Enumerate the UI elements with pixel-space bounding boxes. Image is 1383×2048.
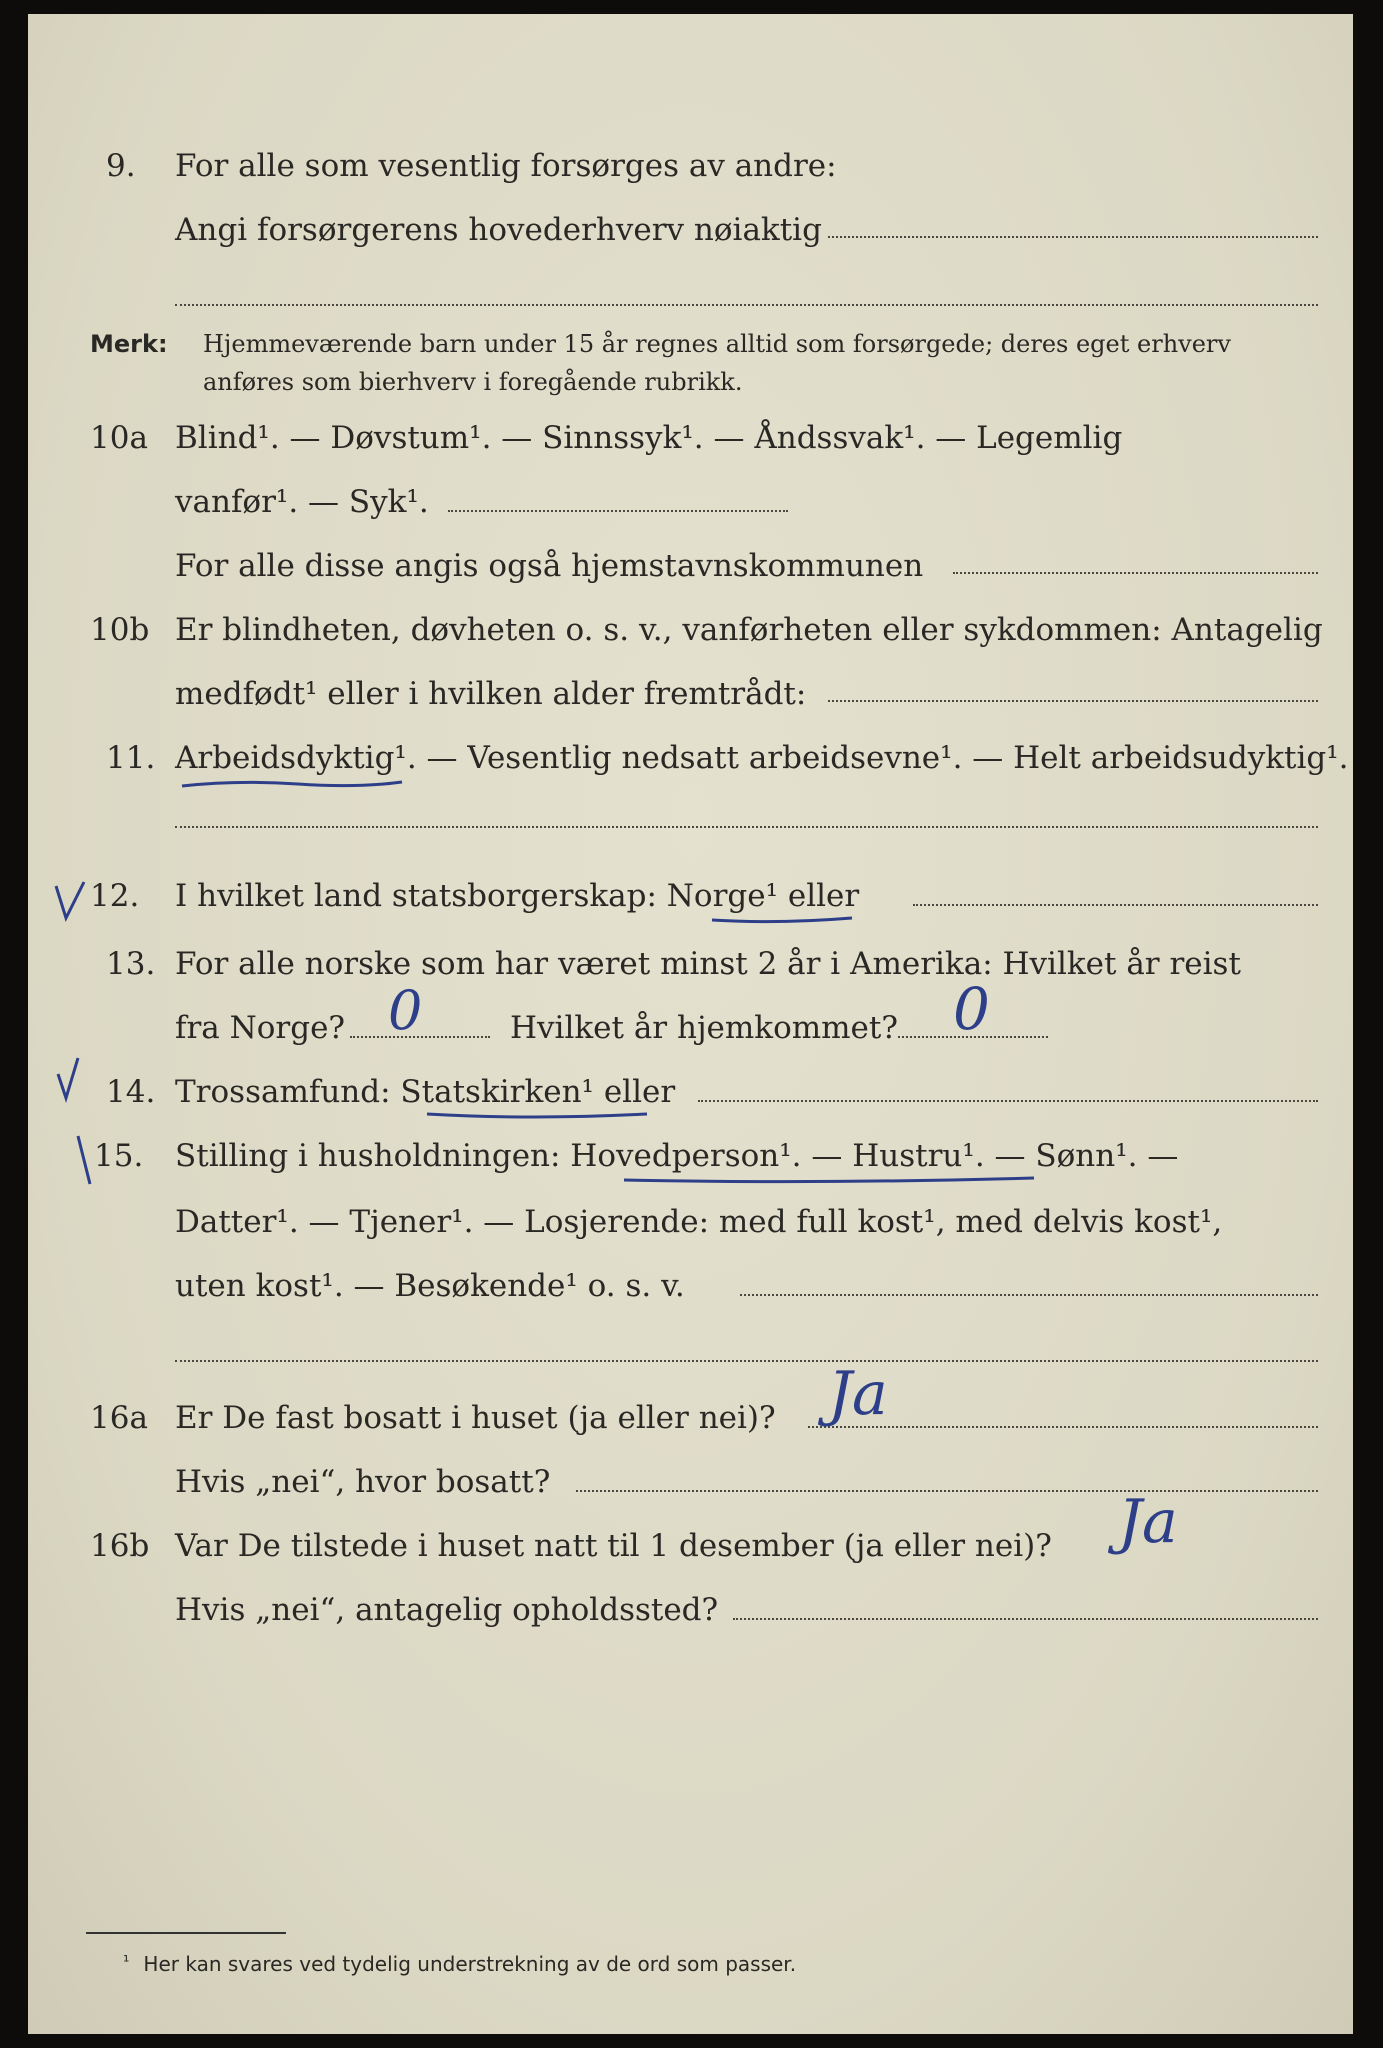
q15-handwritten-underline <box>620 1172 1040 1188</box>
q10b-number: 10b <box>90 612 150 648</box>
q15-line2: Datter¹. — Tjener¹. — Losjerende: med full kost¹, med delvis kost¹, <box>175 1204 1223 1240</box>
q13-line1: For alle norske som har været minst 2 år i Amerika: Hvilket år reist <box>175 946 1241 982</box>
q16a-answer: Ja <box>828 1359 888 1429</box>
q15-line3: uten kost¹. — Besøkende¹ o. s. v. <box>175 1268 685 1304</box>
merk-line2: anføres som bierhverv i foregående rubrikk. <box>203 368 743 396</box>
q9-number: 9. <box>106 148 136 184</box>
q14-number: 14. <box>106 1074 156 1110</box>
q10a-number: 10a <box>90 420 148 456</box>
q16a-answer-line2 <box>576 1490 1318 1492</box>
q10b-line1: Er blindheten, døvheten o. s. v., vanførheten eller sykdommen: Antagelig <box>175 612 1323 648</box>
merk-line1: Hjemmeværende barn under 15 år regnes alltid som forsørgede; deres eget erhverv <box>203 330 1231 358</box>
q16b-line2: Hvis „nei“, antagelig opholdssted? <box>175 1592 719 1628</box>
q15-line1: Stilling i husholdningen: Hovedperson¹. — Hustru¹. — Sønn¹. — <box>175 1138 1179 1174</box>
q14-answer-line <box>698 1100 1318 1102</box>
q13-line2a: fra Norge? <box>175 1010 346 1046</box>
q11-answer-line <box>175 826 1318 828</box>
merk-label: Merk: <box>90 330 168 358</box>
q12-line1: I hvilket land statsborgerskap: Norge¹ eller <box>175 878 860 914</box>
q13-line2b: Hvilket år hjemkommet? <box>510 1010 898 1046</box>
q15-answer-line <box>740 1294 1318 1296</box>
q16b-number: 16b <box>90 1528 150 1564</box>
q9-line2: Angi forsørgerens hovederhverv nøiaktig <box>175 212 822 248</box>
q16b-answer-line <box>733 1618 1318 1620</box>
q9-answer-line <box>828 236 1318 238</box>
q12-answer-line <box>913 904 1318 906</box>
q12-number: 12. <box>90 878 140 914</box>
q13-answer-left: 0 <box>388 979 423 1042</box>
footnote-mark: ¹ <box>123 1952 130 1971</box>
q10b-answer-line <box>828 700 1318 702</box>
q11-number: 11. <box>106 740 156 776</box>
q10a-line2: vanfør¹. — Syk¹. <box>175 484 429 520</box>
q11-line1: Arbeidsdyktig¹. — Vesentlig nedsatt arbeidsevne¹. — Helt arbeidsudyktig¹. <box>175 740 1349 776</box>
q10a-answer-line2 <box>953 572 1318 574</box>
q9-line1: For alle som vesentlig forsørges av andre: <box>175 148 837 184</box>
q15-number: 15. <box>94 1138 144 1174</box>
q16a-line1: Er De fast bosatt i huset (ja eller nei)? <box>175 1400 776 1436</box>
footnote-rule <box>86 1932 286 1934</box>
q9-answer-line2 <box>175 304 1318 306</box>
q11-handwritten-underline <box>178 776 408 792</box>
q15-answer-line2 <box>175 1360 1318 1362</box>
q16b-line1: Var De tilstede i huset natt til 1 desember (ja eller nei)? <box>175 1528 1052 1564</box>
q10a-answer-line <box>448 510 788 512</box>
q16b-answer: Ja <box>1118 1487 1178 1557</box>
q12-handwritten-underline <box>708 912 858 928</box>
footnote-text: Her kan svares ved tydelig understrekning av de ord som passer. <box>143 1952 797 1976</box>
q10b-line2: medfødt¹ eller i hvilken alder fremtrådt: <box>175 676 807 712</box>
q13-answer-right: 0 <box>953 975 990 1043</box>
q14-handwritten-underline <box>423 1108 653 1124</box>
q14-check-mark <box>52 1054 92 1104</box>
q14-line1: Trossamfund: Statskirken¹ eller <box>175 1074 676 1110</box>
q10a-line3: For alle disse angis også hjemstavnskommunen <box>175 548 924 584</box>
q10a-line1: Blind¹. — Døvstum¹. — Sinnssyk¹. — Åndssvak¹. — Legemlig <box>175 420 1123 456</box>
q13-number: 13. <box>106 946 156 982</box>
q16a-line2: Hvis „nei“, hvor bosatt? <box>175 1464 551 1500</box>
q16a-number: 16a <box>90 1400 148 1436</box>
census-form-page <box>28 14 1353 2034</box>
footnote <box>123 1952 796 1976</box>
